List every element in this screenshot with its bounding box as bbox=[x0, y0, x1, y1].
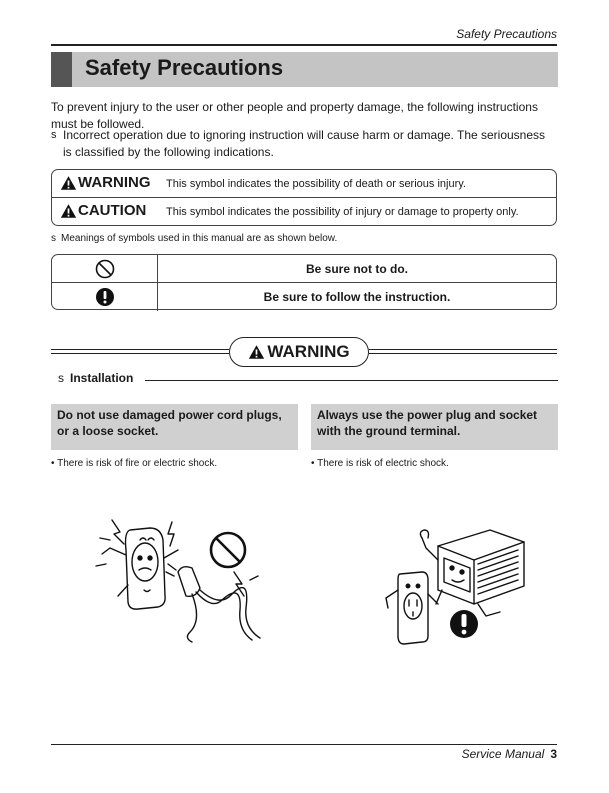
symbol-row bbox=[52, 283, 556, 311]
legend-row-warning bbox=[52, 170, 556, 198]
bottom-rule bbox=[51, 744, 557, 745]
warning-banner bbox=[229, 337, 369, 367]
footer-label: Service Manual bbox=[461, 747, 545, 761]
symbol-meaning: Be sure to follow the instruction. bbox=[263, 290, 451, 304]
section-heading bbox=[58, 371, 133, 385]
banner-rule-left bbox=[51, 353, 229, 354]
item-risk-note: • There is risk of fire or electric shock. bbox=[51, 458, 218, 469]
symbol-table bbox=[51, 254, 557, 310]
title-tab bbox=[51, 52, 72, 87]
warning-triangle-icon bbox=[248, 344, 265, 360]
legend-label-caution: CAUTION bbox=[78, 202, 147, 219]
bullet-marker: s bbox=[58, 371, 64, 385]
seriousness-text: Incorrect operation due to ignoring instruction will cause harm or damage. The seriousness is classified by the following indications. bbox=[63, 128, 546, 159]
intro-text: To prevent injury to the user or other people and property damage, the following instructions must be followed. bbox=[51, 100, 538, 131]
section-rule bbox=[145, 380, 558, 381]
page-title: Safety Precautions bbox=[85, 55, 284, 80]
symbol-meaning: Be sure not to do. bbox=[306, 261, 408, 276]
grounded-plug-illustration bbox=[378, 520, 528, 650]
legend-desc-warning: This symbol indicates the possibility of death or serious injury. bbox=[166, 178, 466, 190]
damaged-plug-illustration bbox=[92, 510, 272, 645]
title-bar bbox=[51, 52, 558, 87]
item-heading-box: Do not use damaged power cord plugs, or a loose socket. bbox=[51, 404, 298, 450]
running-header: Safety Precautions bbox=[456, 27, 557, 41]
legend-label-warning: WARNING bbox=[78, 174, 151, 191]
top-rule bbox=[51, 44, 557, 46]
item-risk-note: • There is risk of electric shock. bbox=[311, 458, 449, 469]
legend-desc-caution: This symbol indicates the possibility of injury or damage to property only. bbox=[166, 206, 519, 218]
prohibition-icon bbox=[95, 259, 115, 279]
warning-triangle-icon bbox=[60, 175, 77, 191]
page-number: 3 bbox=[550, 747, 557, 761]
item-heading-box: Always use the power plug and socket with the ground terminal. bbox=[311, 404, 558, 450]
bullet-marker: s bbox=[51, 233, 56, 244]
section-title: Installation bbox=[70, 371, 134, 385]
symbol-row bbox=[52, 255, 556, 283]
banner-rule-right bbox=[369, 353, 557, 354]
hazard-legend bbox=[51, 169, 557, 226]
warning-banner-label: WARNING bbox=[267, 342, 350, 361]
page-footer bbox=[462, 747, 557, 761]
legend-row-caution bbox=[52, 198, 556, 226]
mandatory-icon bbox=[95, 287, 115, 307]
banner-rule-left bbox=[51, 349, 229, 350]
bullet-marker: s bbox=[51, 129, 57, 141]
symbols-note bbox=[51, 233, 337, 244]
banner-rule-right bbox=[369, 349, 557, 350]
caution-triangle-icon bbox=[60, 203, 77, 219]
seriousness-note bbox=[51, 127, 551, 161]
symbols-note-text: Meanings of symbols used in this manual are as shown below. bbox=[61, 233, 338, 244]
